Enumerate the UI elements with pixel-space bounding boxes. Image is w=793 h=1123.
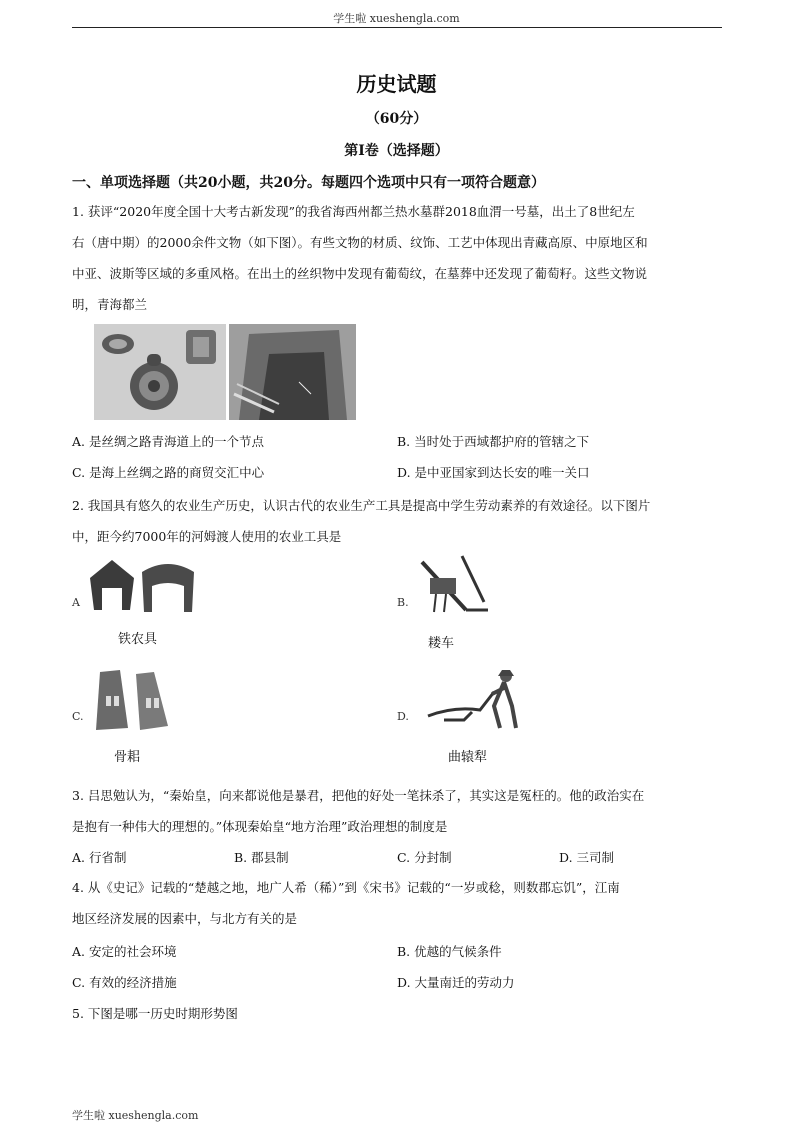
q4-line: 地区经济发展的因素中，与北方有关的是 [72,911,298,926]
question-5-stem: 5. 下图是哪一历史时期形势图 [72,1006,238,1021]
volume-title: 第Ⅰ卷（选择题） [344,143,449,159]
header-divider [72,27,722,28]
q2-option-a-letter: A [72,596,80,609]
q2-caption-b: 耧车 [428,636,455,651]
q1-option-a: A. 是丝绸之路青海道上的一个节点 [72,434,264,449]
q3-option-b: B. 郡县制 [234,850,289,865]
q2-caption-d: 曲辕犁 [448,750,488,765]
artifact-photo [94,324,226,420]
q1-option-d: D. 是中亚国家到达长安的唯一关口 [397,465,590,480]
page-header: 学生啦 xueshengla.com [333,12,460,25]
q4-option-a: A. 安定的社会环境 [72,944,177,959]
q2-caption-c: 骨耜 [114,750,141,765]
question-3-stem [72,780,722,842]
q2-line: 2. 我国具有悠久的农业生产历史，认识古代的农业生产工具是提高中学生劳动素养的有效途径。以下图片 [72,498,651,513]
q3-line: 3. 吕思勉认为，“秦始皇，向来都说他是暴君，把他的好处一笔抹杀了，其实这是冤枉的。他的政治实在 [72,788,645,803]
q3-option-c: C. 分封制 [397,850,452,865]
q3-option-d: D. 三司制 [559,850,615,865]
q1-line: 明，青海都兰 [72,297,148,312]
q2-caption-a: 铁农具 [118,632,158,647]
iron-tools-image [86,558,198,618]
bone-spade-image [92,670,172,732]
q1-option-b: B. 当时处于西域都护府的管辖之下 [397,434,590,449]
exam-score: （60分） [365,111,428,127]
q3-line: 是抱有一种伟大的理想的。”体现秦始皇“地方治理”政治理想的制度是 [72,819,448,834]
q1-line: 中亚、波斯等区域的多重风格。在出土的丝织物中发现有葡萄纹，在墓葬中还发现了葡萄籽。这些文物说 [72,266,648,281]
q3-option-a: A. 行省制 [72,850,127,865]
q4-line: 4. 从《史记》记载的“楚越之地，地广人希（稀）”到《宋书》记载的“一岁或稔，则数郡忘饥”，江南 [72,880,620,895]
section-heading: 一、单项选择题（共20小题，共20分。每题四个选项中只有一项符合题意） [72,175,545,191]
q1-line: 右（唐中期）的2000余件文物（如下图）。有些文物的材质、纹饰、工艺中体现出青藏高原、中原地区和 [72,235,648,250]
tomb-photo [229,324,356,420]
q4-option-d: D. 大量南迁的劳动力 [397,975,515,990]
q4-option-b: B. 优越的气候条件 [397,944,502,959]
question-1-stem [72,196,722,320]
curved-plough-image [424,666,524,730]
question-4-stem [72,872,722,934]
q2-line: 中，距今约7000年的河姆渡人使用的农业工具是 [72,529,342,544]
question-2-stem [72,490,722,552]
page-footer: 学生啦 xueshengla.com [72,1109,199,1122]
q2-option-c-letter: C. [72,710,84,723]
q2-option-d-letter: D. [397,710,409,723]
q1-option-c: C. 是海上丝绸之路的商贸交汇中心 [72,465,265,480]
q4-option-c: C. 有效的经济措施 [72,975,177,990]
exam-title: 历史试题 [356,72,437,96]
q2-option-b-letter: B. [397,596,409,609]
q1-line: 1. 获评“2020年度全国十大考古新发现”的我省海西州都兰热水墓群2018血渭一号墓，出土了8世纪左 [72,204,635,219]
seed-drill-image [416,552,492,618]
